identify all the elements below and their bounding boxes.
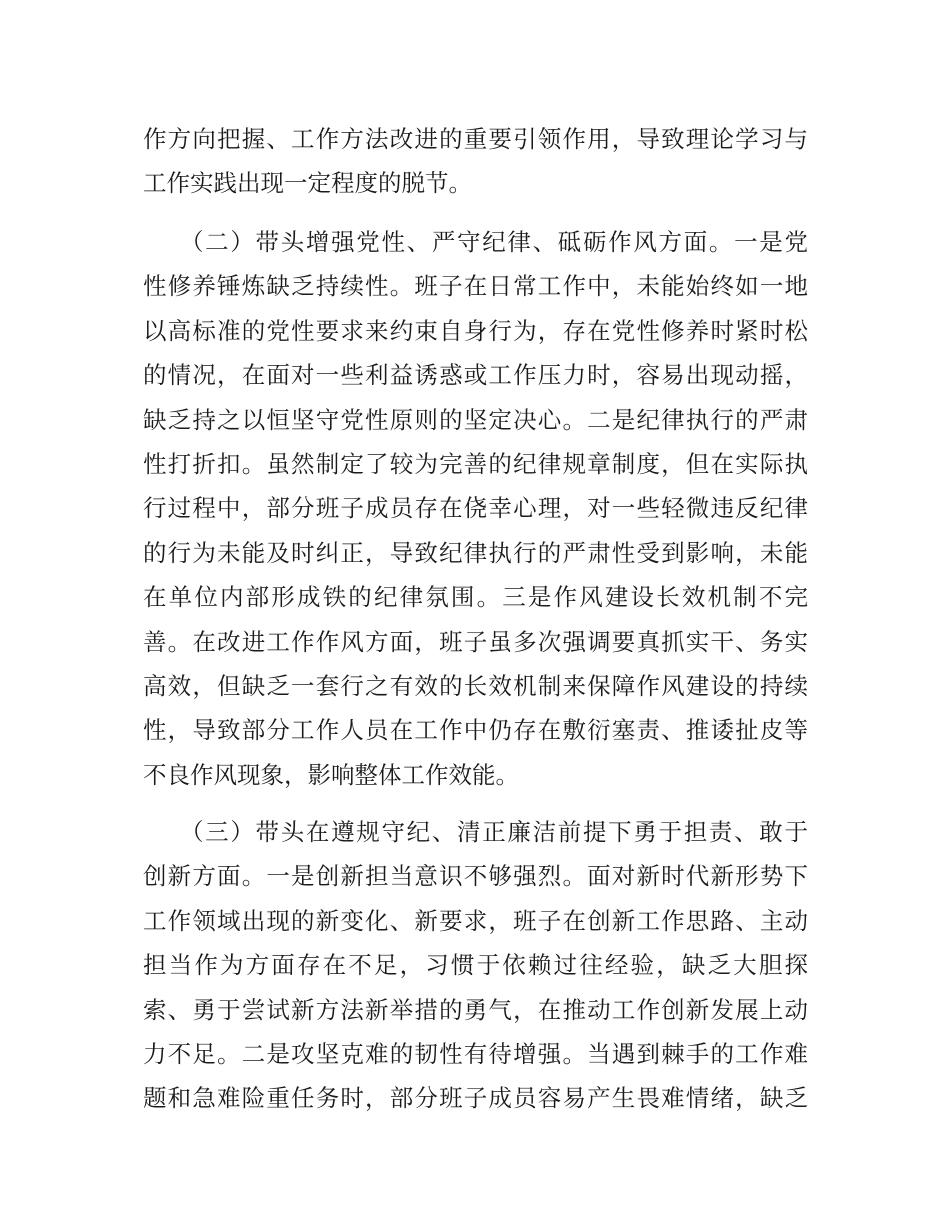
paragraph-2-line: 缺乏持之以恒坚守党性原则的坚定决心。二是纪律执行的严肃	[143, 405, 808, 434]
paragraph-2-line: 性修养锤炼缺乏持续性。班子在日常工作中，未能始终如一地	[143, 272, 808, 301]
paragraph-3-line: 索、勇于尝试新方法新举措的勇气，在推动工作创新发展上动	[143, 995, 808, 1024]
paragraph-3-line: 力不足。二是攻坚克难的韧性有待增强。当遇到棘手的工作难	[143, 1040, 808, 1068]
paragraph-1-line: 工作实践出现一定程度的脱节。	[143, 169, 472, 198]
paragraph-2-line: 高效，但缺乏一套行之有效的长效机制来保障作风建设的持续	[143, 672, 808, 700]
paragraph-2-line: 不良作风现象，影响整体工作效能。	[143, 760, 519, 789]
paragraph-2-line: 行过程中，部分班子成员存在侥幸心理，对一些轻微违反纪律	[143, 494, 808, 523]
paragraph-2-line: 以高标准的党性要求来约束自身行为，存在党性修养时紧时松	[143, 316, 808, 345]
paragraph-2-line: （二）带头增强党性、严守纪律、砥砺作风方面。一是党	[180, 228, 808, 256]
paragraph-3-line: 担当作为方面存在不足，习惯于依赖过往经验，缺乏大胆探	[143, 951, 808, 980]
paragraph-3-line: 创新方面。一是创新担当意识不够强烈。面对新时代新形势下	[143, 862, 808, 891]
paragraph-2-line: 的情况，在面对一些利益诱惑或工作压力时，容易出现动摇，	[143, 361, 808, 390]
paragraph-2-line: 性打折扣。虽然制定了较为完善的纪律规章制度，但在实际执	[143, 450, 808, 478]
paragraph-3-line: 题和急难险重任务时，部分班子成员容易产生畏难情绪，缺乏	[143, 1084, 808, 1113]
paragraph-1-line: 作方向把握、工作方法改进的重要引领作用，导致理论学习与	[143, 125, 808, 153]
paragraph-2-line: 善。在改进工作作风方面，班子虽多次强调要真抓实干、务实	[143, 627, 808, 656]
paragraph-2-line: 性，导致部分工作人员在工作中仍存在敷衍塞责、推诿扯皮等	[143, 716, 808, 745]
paragraph-3-line: 工作领域出现的新变化、新要求，班子在创新工作思路、主动	[143, 906, 808, 935]
paragraph-3-line: （三）带头在遵规守纪、清正廉洁前提下勇于担责、敢于	[180, 818, 808, 846]
paragraph-2-line: 在单位内部形成铁的纪律氛围。三是作风建设长效机制不完	[143, 583, 808, 612]
paragraph-2-line: 的行为未能及时纠正，导致纪律执行的严肃性受到影响，未能	[143, 538, 808, 567]
